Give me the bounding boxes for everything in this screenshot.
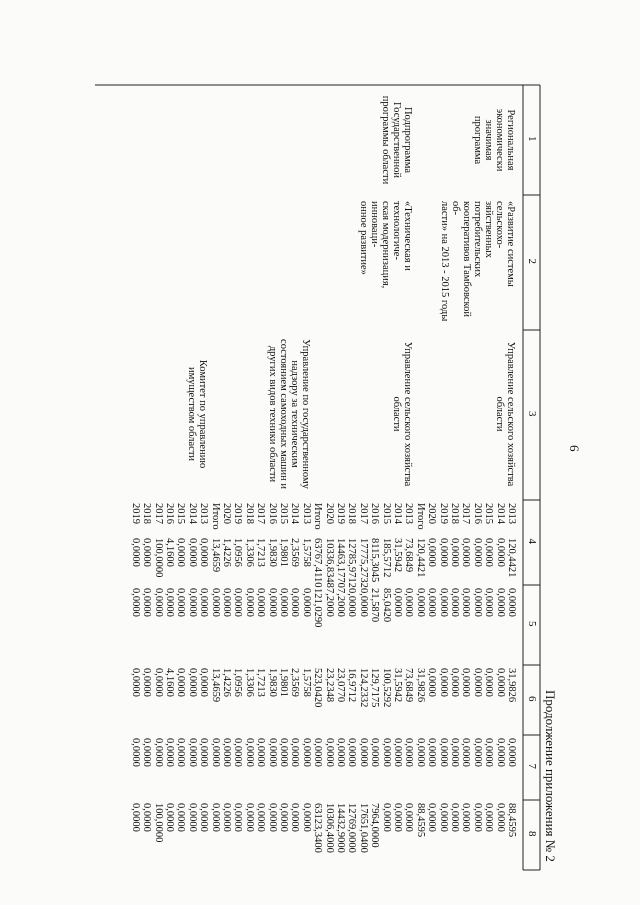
value-cell-c7: 0,0000 [414, 738, 426, 767]
value-cell-c4: 0,0000 [175, 538, 187, 567]
value-cell-c4: 0,0000 [186, 538, 198, 567]
column-number-7: 7 [526, 763, 538, 769]
program-title-line: кооперативов Тамбовской об- [450, 201, 472, 317]
value-cell-c8: 0,0000 [198, 803, 210, 832]
year-cell: 2019 [129, 503, 141, 524]
value-cell-c7: 0,0000 [164, 738, 175, 767]
value-cell-c5: 0,0000 [278, 588, 289, 617]
value-cell-c6: 100,5292 [380, 668, 392, 708]
value-cell-c4: 14463,1770 [335, 538, 346, 588]
program-level-line: программы области [380, 95, 392, 185]
value-cell-c5: 0,0000 [494, 588, 506, 617]
program-title [358, 201, 413, 326]
executor-name-line: области [494, 396, 505, 432]
value-cell-c8: 88,4595 [506, 803, 517, 838]
value-cell-c8: 0,0000 [243, 803, 255, 832]
value-cell-c6: 0,0000 [198, 668, 210, 697]
executor-name [267, 332, 311, 496]
value-cell-c8: 0,0000 [449, 803, 460, 832]
year-cell: 2018 [449, 503, 460, 524]
value-cell-c6: 1,5758 [300, 668, 312, 697]
value-cell-c8: 0,0000 [232, 803, 244, 832]
value-cell-c6: 31,9826 [414, 668, 426, 703]
value-cell-c8: 0,0000 [483, 803, 495, 832]
value-cell-c7: 0,0000 [323, 738, 335, 767]
value-cell-c5: 0,0000 [141, 588, 153, 617]
value-cell-c6: 1,7213 [255, 668, 267, 697]
value-cell-c4: 1,0956 [232, 538, 244, 567]
value-cell-c5: 0,0000 [152, 588, 164, 617]
year-cell: 2016 [471, 503, 483, 524]
value-cell-c6: 16,9712 [346, 668, 358, 703]
value-cell-c4: 1,9830 [266, 538, 278, 567]
program-title-line: онное развитие» [358, 201, 370, 275]
value-cell-c4: 12785,9712 [346, 538, 358, 588]
value-cell-c7: 0,0000 [152, 738, 164, 767]
value-cell-c8: 7964,0000 [369, 803, 381, 848]
year-cell: 2014 [289, 503, 301, 524]
value-cell-c6: 0,0000 [426, 668, 438, 697]
executor-name-line: Управление сельского хозяйства [402, 341, 414, 487]
executor-name [186, 332, 208, 496]
value-cell-c4: 31,5942 [392, 538, 403, 573]
value-cell-c7: 0,0000 [494, 738, 506, 767]
value-cell-c8: 14432,9000 [335, 803, 346, 853]
value-cell-c5: 0,0000 [449, 588, 460, 617]
executor-name-line: Управление сельского хозяйства [505, 341, 516, 487]
program-level-line: Региональная [505, 109, 516, 171]
year-cell: 2018 [243, 503, 255, 524]
year-cell: 2014 [186, 503, 198, 524]
value-cell-c5: 0,0000 [403, 588, 415, 617]
value-cell-c5: 0,0000 [506, 588, 517, 617]
value-cell-c6: 73,6849 [403, 668, 415, 703]
year-cell: 2018 [141, 503, 153, 524]
value-cell-c6: 0,0000 [494, 668, 506, 697]
executor-name-line: других видов техники области [266, 345, 278, 483]
value-cell-c5: 0,0000 [300, 588, 312, 617]
value-cell-c4: 73,6849 [403, 538, 415, 573]
value-cell-c5: 0,0000 [164, 588, 175, 617]
program-level [472, 87, 516, 193]
value-cell-c7: 0,0000 [243, 738, 255, 767]
executor-name-line: имуществом области [186, 366, 198, 462]
continuation-caption: Продолжение приложения № 2 [543, 690, 558, 862]
year-cell: 2020 [221, 503, 232, 524]
value-cell-c8: 0,0000 [380, 803, 392, 832]
year-cell: 2014 [392, 503, 403, 524]
value-cell-c5: 0,0000 [198, 588, 210, 617]
value-cell-c8: 0,0000 [471, 803, 483, 832]
value-cell-c8: 88,4595 [414, 803, 426, 838]
value-cell-c6: 0,0000 [437, 668, 449, 697]
value-cell-c4: 120,4421 [506, 538, 517, 578]
year-cell: 2013 [300, 503, 312, 524]
value-cell-c7: 0,0000 [266, 738, 278, 767]
value-cell-c8: 0,0000 [129, 803, 141, 832]
value-cell-c7: 0,0000 [232, 738, 244, 767]
value-cell-c4: 120,4421 [414, 538, 426, 578]
value-cell-c4: 0,0000 [198, 538, 210, 567]
executor-name [494, 332, 516, 496]
value-cell-c4: 1,7213 [255, 538, 267, 567]
executor-name-line: надзору за техническим [288, 360, 300, 468]
value-cell-c6: 23,0770 [335, 668, 346, 703]
year-cell: 2018 [346, 503, 358, 524]
value-cell-c4: 10336,8348 [323, 538, 335, 588]
value-cell-c8: 10306,4000 [323, 803, 335, 853]
year-cell: 2019 [232, 503, 244, 524]
value-cell-c6: 23,2348 [323, 668, 335, 703]
program-level-line: Подпрограмма [402, 106, 414, 174]
value-cell-c4: 0,0000 [483, 538, 495, 567]
year-cell: 2020 [323, 503, 335, 524]
column-number-5: 5 [526, 621, 538, 627]
value-cell-c7: 0,0000 [380, 738, 392, 767]
year-cell: 2017 [460, 503, 472, 524]
value-cell-c8: 17651,0400 [357, 803, 369, 853]
value-cell-c7: 0,0000 [335, 738, 346, 767]
value-cell-c7: 0,0000 [300, 738, 312, 767]
value-cell-c5: 0,0000 [460, 588, 472, 617]
value-cell-c5: 0,0000 [221, 588, 232, 617]
page-number: 6 [567, 445, 582, 452]
value-cell-c7: 0,0000 [506, 738, 517, 767]
value-cell-c5: 0,0000 [346, 588, 358, 617]
value-cell-c7: 0,0000 [312, 738, 324, 767]
value-cell-c5: 0,0000 [289, 588, 301, 617]
value-cell-c7: 0,0000 [209, 738, 221, 767]
value-cell-c8: 0,0000 [141, 803, 153, 832]
program-title-line: «Техническая и технологиче- [391, 201, 414, 271]
value-cell-c4: 4,1600 [164, 538, 175, 567]
year-cell: 2015 [175, 503, 187, 524]
value-cell-c4: 1,9801 [278, 538, 289, 567]
year-cell: Итого [209, 503, 221, 530]
year-cell: 2013 [506, 503, 517, 524]
value-cell-c4: 2,3569 [289, 538, 301, 567]
column-number-3: 3 [526, 411, 538, 417]
value-cell-c7: 0,0000 [346, 738, 358, 767]
value-cell-c4: 1,5758 [300, 538, 312, 567]
column-number-2: 2 [526, 258, 538, 264]
value-cell-c4: 0,0000 [471, 538, 483, 567]
year-cell: 2017 [255, 503, 267, 524]
value-cell-c7: 0,0000 [449, 738, 460, 767]
program-title-line: зяйственных потребительских [472, 201, 494, 278]
value-cell-c4: 0,0000 [437, 538, 449, 567]
value-cell-c7: 0,0000 [221, 738, 232, 767]
program-title-line: «Развитие системы сельскохо- [494, 201, 516, 287]
value-cell-c8: 0,0000 [426, 803, 438, 832]
column-number-8: 8 [526, 831, 538, 837]
value-cell-c7: 0,0000 [437, 738, 449, 767]
value-cell-c5: 121,0290 [312, 588, 324, 628]
value-cell-c5: 0,0000 [471, 588, 483, 617]
program-title-line: ласти» на 2013 - 2015 годы [439, 201, 450, 322]
value-cell-c6: 0,0000 [141, 668, 153, 697]
year-cell: 2015 [483, 503, 495, 524]
executor-name [391, 332, 413, 496]
value-cell-c4: 0,0000 [449, 538, 460, 567]
value-cell-c6: 31,9826 [506, 668, 517, 703]
value-cell-c4: 0,0000 [460, 538, 472, 567]
value-cell-c8: 0,0000 [289, 803, 301, 832]
value-cell-c5: 0,0000 [129, 588, 141, 617]
value-cell-c8: 63123,3400 [312, 803, 324, 853]
value-cell-c5: 0,0000 [437, 588, 449, 617]
value-cell-c6: 1,9801 [278, 668, 289, 697]
value-cell-c8: 0,0000 [494, 803, 506, 832]
program-level-line: экономически значимая [483, 108, 505, 172]
value-cell-c6: 4,1600 [164, 668, 175, 697]
year-cell: 2019 [335, 503, 346, 524]
value-cell-c7: 0,0000 [129, 738, 141, 767]
value-cell-c6: 1,4226 [221, 668, 232, 697]
value-cell-c4: 0,0000 [494, 538, 506, 567]
value-cell-c7: 0,0000 [392, 738, 403, 767]
value-cell-c5: 0,0000 [357, 588, 369, 617]
value-cell-c4: 1,4226 [221, 538, 232, 567]
value-cell-c6: 523,0420 [312, 668, 324, 708]
value-cell-c6: 0,0000 [483, 668, 495, 697]
value-cell-c4: 185,5712 [380, 538, 392, 578]
value-cell-c8: 0,0000 [209, 803, 221, 832]
value-cell-c4: 63767,4110 [312, 538, 324, 588]
executor-name-line: состоянием самоходных машин и [277, 339, 289, 489]
value-cell-c8: 12769,0000 [346, 803, 358, 853]
value-cell-c6: 0,0000 [449, 668, 460, 697]
executor-name-line: области [391, 396, 403, 432]
value-cell-c7: 0,0000 [471, 738, 483, 767]
program-level-line: Государственной [391, 102, 403, 178]
value-cell-c5: 0,0000 [175, 588, 187, 617]
value-cell-c6: 1,3306 [243, 668, 255, 697]
value-cell-c7: 0,0000 [426, 738, 438, 767]
value-cell-c5: 0,0000 [426, 588, 438, 617]
value-cell-c8: 0,0000 [255, 803, 267, 832]
value-cell-c4: 1,3306 [243, 538, 255, 567]
value-cell-c5: 0,0000 [232, 588, 244, 617]
value-cell-c5: 85,0420 [380, 588, 392, 623]
year-cell: 2013 [403, 503, 415, 524]
year-cell: 2014 [494, 503, 506, 524]
value-cell-c7: 0,0000 [357, 738, 369, 767]
value-cell-c7: 0,0000 [403, 738, 415, 767]
value-cell-c4: 0,0000 [426, 538, 438, 567]
value-cell-c4: 0,0000 [129, 538, 141, 567]
value-cell-c6: 2,3569 [289, 668, 301, 697]
value-cell-c7: 0,0000 [278, 738, 289, 767]
value-cell-c7: 0,0000 [141, 738, 153, 767]
value-cell-c7: 0,0000 [369, 738, 381, 767]
value-cell-c6: 0,0000 [152, 668, 164, 697]
year-cell: 2016 [266, 503, 278, 524]
value-cell-c5: 0,0000 [414, 588, 426, 617]
value-cell-c5: 7,2000 [323, 588, 335, 617]
program-title [439, 201, 516, 326]
value-cell-c8: 0,0000 [403, 803, 415, 832]
year-cell: 2017 [357, 503, 369, 524]
year-cell: Итого [414, 503, 426, 530]
value-cell-c6: 129,7175 [369, 668, 381, 708]
value-cell-c6: 1,0956 [232, 668, 244, 697]
value-cell-c5: 7,2000 [335, 588, 346, 617]
value-cell-c8: 0,0000 [392, 803, 403, 832]
year-cell: 2016 [164, 503, 175, 524]
year-cell: 2015 [278, 503, 289, 524]
value-cell-c6: 13,4659 [209, 668, 221, 703]
value-cell-c6: 0,0000 [186, 668, 198, 697]
value-cell-c7: 0,0000 [175, 738, 187, 767]
value-cell-c7: 0,0000 [289, 738, 301, 767]
value-cell-c4: 0,0000 [141, 538, 153, 567]
program-level-line: программа [472, 115, 483, 165]
year-cell: Итого [312, 503, 324, 530]
value-cell-c4: 100,0000 [152, 538, 164, 578]
value-cell-c5: 0,0000 [186, 588, 198, 617]
executor-name-line: Комитет по управлению [197, 359, 209, 469]
value-cell-c5: 0,0000 [209, 588, 221, 617]
value-cell-c6: 0,0000 [175, 668, 187, 697]
program-title-line: ская модернизация, инноваци- [369, 201, 392, 289]
value-cell-c8: 0,0000 [266, 803, 278, 832]
value-cell-c5: 0,0000 [255, 588, 267, 617]
value-cell-c4: 13,4659 [209, 538, 221, 573]
value-cell-c7: 0,0000 [483, 738, 495, 767]
column-number-1: 1 [526, 136, 538, 142]
value-cell-c4: 8115,3045 [369, 538, 381, 583]
value-cell-c5: 0,0000 [266, 588, 278, 617]
value-cell-c8: 0,0000 [278, 803, 289, 832]
year-cell: 2016 [369, 503, 381, 524]
value-cell-c8: 100,0000 [152, 803, 164, 843]
column-number-6: 6 [526, 696, 538, 702]
value-cell-c6: 31,5942 [392, 668, 403, 703]
value-cell-c6: 124,2332 [357, 668, 369, 708]
value-cell-c7: 0,0000 [198, 738, 210, 767]
value-cell-c6: 1,9830 [266, 668, 278, 697]
year-cell: 2013 [198, 503, 210, 524]
value-cell-c4: 17775,2732 [357, 538, 369, 588]
value-cell-c7: 0,0000 [460, 738, 472, 767]
value-cell-c8: 0,0000 [175, 803, 187, 832]
value-cell-c8: 0,0000 [437, 803, 449, 832]
year-cell: 2017 [152, 503, 164, 524]
value-cell-c5: 0,0000 [243, 588, 255, 617]
value-cell-c7: 0,0000 [255, 738, 267, 767]
year-cell: 2020 [426, 503, 438, 524]
program-level [380, 87, 413, 193]
value-cell-c7: 0,0000 [186, 738, 198, 767]
value-cell-c5: 0,0000 [483, 588, 495, 617]
value-cell-c5: 0,0000 [392, 588, 403, 617]
value-cell-c8: 0,0000 [460, 803, 472, 832]
column-number-4: 4 [526, 538, 538, 544]
value-cell-c8: 0,0000 [300, 803, 312, 832]
year-cell: 2019 [437, 503, 449, 524]
value-cell-c8: 0,0000 [186, 803, 198, 832]
value-cell-c6: 0,0000 [471, 668, 483, 697]
value-cell-c6: 0,0000 [460, 668, 472, 697]
value-cell-c5: 21,5870 [369, 588, 381, 623]
year-cell: 2015 [380, 503, 392, 524]
executor-name-line: Управление по государственному [299, 339, 311, 489]
value-cell-c6: 0,0000 [129, 668, 141, 697]
value-cell-c8: 0,0000 [164, 803, 175, 832]
value-cell-c8: 0,0000 [221, 803, 232, 832]
